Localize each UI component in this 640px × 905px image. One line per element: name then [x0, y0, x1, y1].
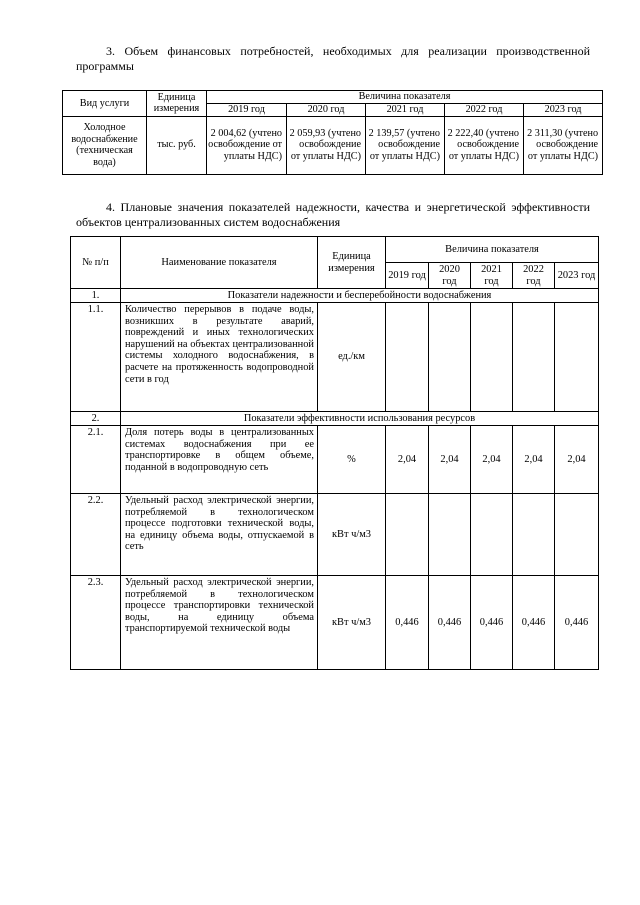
value-cell — [471, 494, 513, 576]
section-title: Показатели надежности и бесперебойности водоснабжения — [121, 289, 599, 303]
value-cell — [471, 303, 513, 412]
section-row — [71, 412, 599, 426]
value-cell: 2,04 — [471, 426, 513, 494]
value-cell: 0,446 — [471, 576, 513, 670]
header-year: 2021 год — [471, 263, 513, 289]
header-value: Величина показателя — [386, 237, 599, 263]
value-cell — [429, 494, 471, 576]
value-cell: 0,446 — [429, 576, 471, 670]
value-cell: 0,446 — [555, 576, 599, 670]
indicators-table — [70, 236, 599, 670]
header-service: Вид услуги — [63, 91, 147, 117]
table-row — [71, 426, 599, 494]
value-cell: 2,04 — [429, 426, 471, 494]
header-value: Величина показателя — [207, 91, 603, 104]
header-year: 2023 год — [555, 263, 599, 289]
unit-cell: ед./км — [318, 303, 386, 412]
header-year: 2019 год — [207, 103, 287, 116]
value-cell: 2 222,40 (учтено освобождение от уплаты НДС) — [445, 116, 524, 174]
section-4-heading: 4. Плановые значения показателей надежности, качества и энергетической эффективности объектов централизованных систем водоснабжения — [76, 200, 590, 229]
header-unit: Единица измерения — [318, 237, 386, 289]
header-year: 2020 год — [287, 103, 366, 116]
header-year: 2020 год — [429, 263, 471, 289]
financial-needs-table — [62, 90, 603, 175]
indicator-name: Количество перерывов в подаче воды, возникших в результате аварий, повреждений и иных технологических нарушений на объектах централизованной системы холодного водоснабжения, в расчете на протяженность водопроводной сети в год — [121, 303, 318, 412]
section-row — [71, 289, 599, 303]
section-3-heading: 3. Объем финансовых потребностей, необходимых для реализации производственной программы — [76, 44, 590, 73]
row-num: 2.1. — [71, 426, 121, 494]
value-cell: 0,446 — [513, 576, 555, 670]
header-year: 2019 год — [386, 263, 429, 289]
value-cell: 2 311,30 (учтено освобождение от уплаты НДС) — [524, 116, 603, 174]
header-name: Наименование показателя — [121, 237, 318, 289]
header-year: 2022 год — [513, 263, 555, 289]
unit-cell: % — [318, 426, 386, 494]
header-year: 2022 год — [445, 103, 524, 116]
table-row — [63, 116, 603, 174]
value-cell — [513, 303, 555, 412]
value-cell: 2 004,62 (учтено освобождение от уплаты НДС) — [207, 116, 287, 174]
table-row — [71, 303, 599, 412]
value-cell: 2,04 — [513, 426, 555, 494]
header-num: № п/п — [71, 237, 121, 289]
value-cell — [386, 303, 429, 412]
row-num: 2.2. — [71, 494, 121, 576]
section-num: 2. — [71, 412, 121, 426]
unit-cell: тыс. руб. — [147, 116, 207, 174]
header-year: 2021 год — [366, 103, 445, 116]
indicator-name: Удельный расход электрической энергии, потребляемой в технологическом процессе транспортировки технической воды, на единицу объема транспортируемой технической воды — [121, 576, 318, 670]
unit-cell: кВт ч/м3 — [318, 576, 386, 670]
table-row — [71, 494, 599, 576]
value-cell: 2,04 — [555, 426, 599, 494]
value-cell: 2,04 — [386, 426, 429, 494]
row-num: 2.3. — [71, 576, 121, 670]
indicator-name: Удельный расход электрической энергии, потребляемой в технологическом процессе подготовки технической воды, на единицу объема воды, отпускаемой в сеть — [121, 494, 318, 576]
value-cell — [555, 303, 599, 412]
unit-cell: кВт ч/м3 — [318, 494, 386, 576]
service-name: Холодное водоснабжение (техническая вода) — [63, 116, 147, 174]
header-unit: Единица измерения — [147, 91, 207, 117]
section-num: 1. — [71, 289, 121, 303]
indicator-name: Доля потерь воды в централизованных системах водоснабжения при ее транспортировке в общем объеме, поданной в водопроводную сеть — [121, 426, 318, 494]
value-cell — [386, 494, 429, 576]
table-row — [71, 576, 599, 670]
section-title: Показатели эффективности использования ресурсов — [121, 412, 599, 426]
value-cell — [513, 494, 555, 576]
row-num: 1.1. — [71, 303, 121, 412]
value-cell: 2 059,93 (учтено освобождение от уплаты НДС) — [287, 116, 366, 174]
header-year: 2023 год — [524, 103, 603, 116]
value-cell: 0,446 — [386, 576, 429, 670]
value-cell: 2 139,57 (учтено освобождение от уплаты НДС) — [366, 116, 445, 174]
value-cell — [555, 494, 599, 576]
value-cell — [429, 303, 471, 412]
